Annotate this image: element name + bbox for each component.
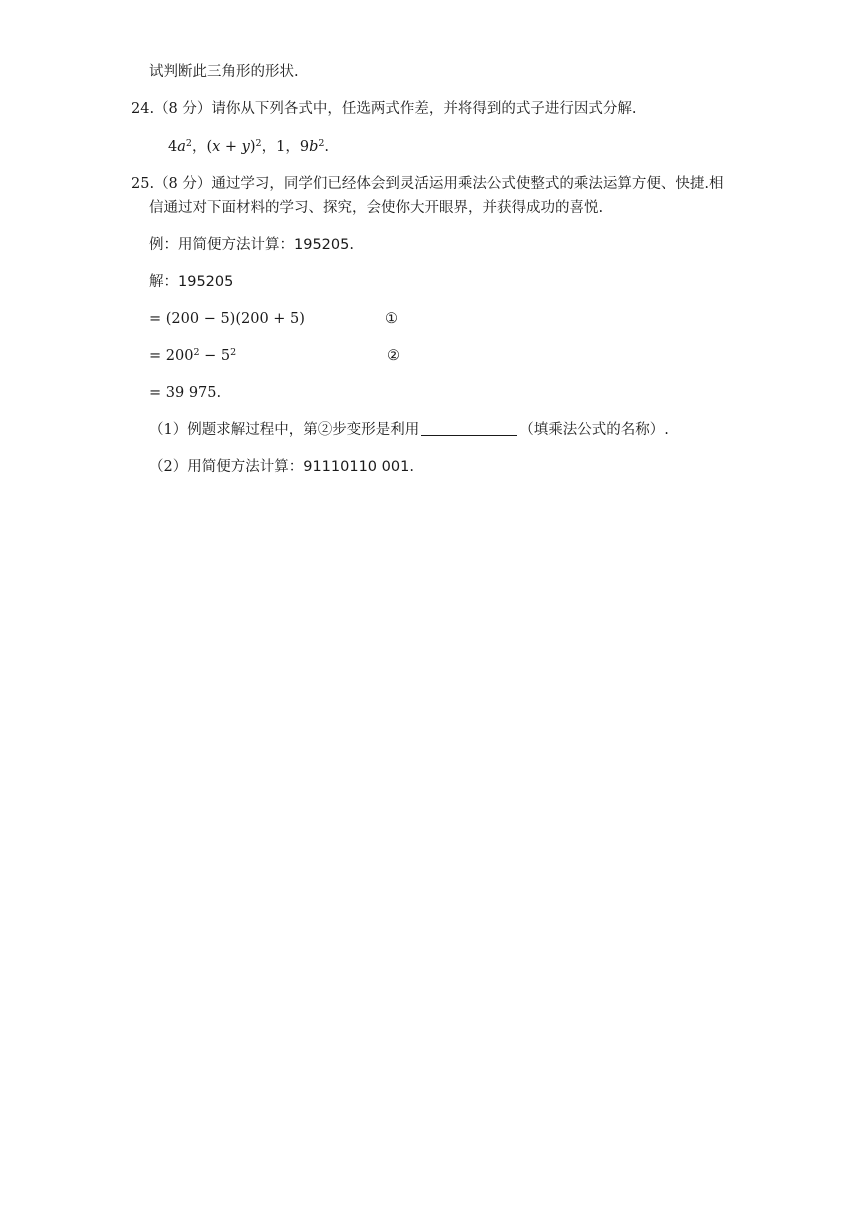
solution-line: 解：195205: [149, 274, 234, 290]
sub-question-2: （2）用简便方法计算：91110110 001.: [149, 459, 414, 475]
expression-list: $4a^2$，$(x + y)^2$，1，$9b^2$.: [168, 138, 330, 155]
question-text: 请你从下列各式中，任选两式作差，并将得到的式子进行因式分解.: [211, 101, 637, 117]
question-text-continued: 信通过对下面材料的学习、探究，会使你大开眼界，并获得成功的喜悦.: [149, 200, 604, 216]
sub-question-1: （1）例题求解过程中，第②步变形是利用 （填乘法公式的名称）.: [149, 422, 669, 438]
previous-question-tail: 试判断此三角形的形状.: [149, 64, 299, 80]
step-marker-1: ①: [385, 311, 398, 327]
question-number: 24.: [131, 101, 155, 117]
step-marker-2: ②: [387, 348, 400, 364]
question-text: 通过学习，同学们已经体会到灵活运用乘法公式使整式的乘法运算方便、快捷.相: [211, 176, 724, 192]
solution-step-3: = 39 975.: [149, 385, 222, 401]
example-line: 例：用简便方法计算：195205.: [149, 237, 354, 253]
question-points: （8 分）: [154, 176, 212, 192]
answer-blank[interactable]: [421, 421, 517, 436]
question-points: （8 分）: [154, 101, 212, 117]
solution-step-1: = (200 − 5)(200 + 5): [149, 311, 305, 327]
question-number: 25.: [131, 176, 155, 192]
solution-step-2: = $200^2 - 5^2$: [149, 347, 237, 364]
